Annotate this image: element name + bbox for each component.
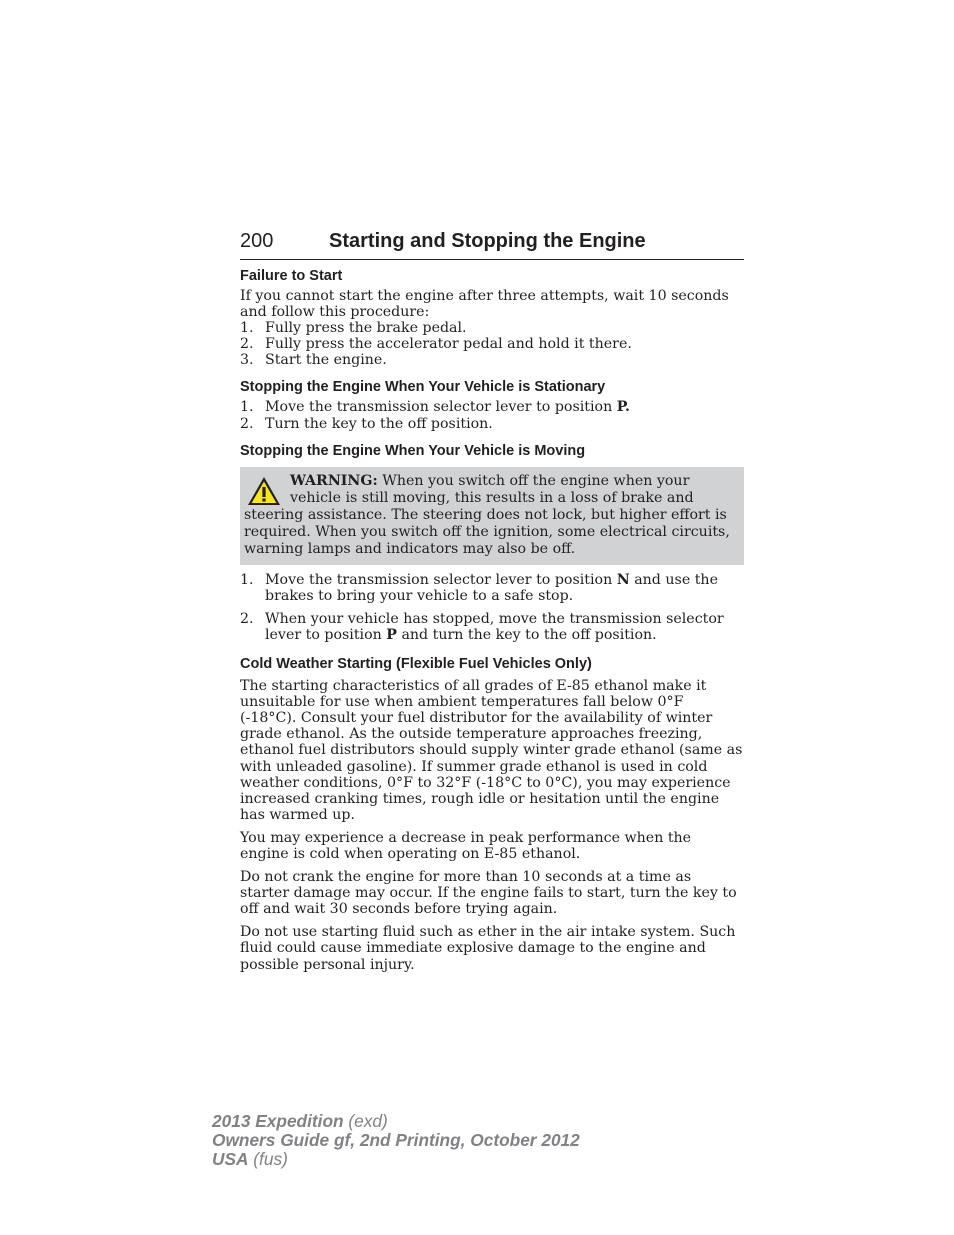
footer-line-2: Owners Guide gf, 2nd Printing, October 2012 <box>212 1130 580 1150</box>
list-item: 2. Fully press the accelerator pedal and hold it there. <box>240 336 632 353</box>
warning-label: WARNING: <box>290 472 378 489</box>
list-item: 1. Move the transmission selector lever to position N and use the brakes to bring your vehicle to a safe stop. <box>240 571 718 604</box>
warning-text: When you switch off the engine when your vehicle is still moving, this results in a loss of brake and steering assistance. The steering does not lock, but higher effort is required. When you switch off the ignition, some electrical circuits, warning lamps and indicators may also be off. <box>244 472 730 558</box>
page-number: 200 <box>240 230 274 252</box>
footer-line-3: USA (fus) <box>212 1149 288 1169</box>
footer-line-1: 2013 Expedition (exd) <box>212 1111 388 1131</box>
list-item: 3. Start the engine. <box>240 352 387 369</box>
page-header <box>240 229 744 260</box>
cold-paragraph-4: Do not use starting fluid such as ether in the air intake system. Such fluid could cause immediate explosive damage to the engine and possible personal injury. <box>240 924 736 973</box>
cold-paragraph-1: The starting characteristics of all grades of E-85 ethanol make it unsuitable for use when ambient temperatures fall below 0°F (-18°C). Consult your fuel distributor for the availability of winter grade ethanol. As the outside temperature approaches freezing, ethanol fuel distributors should supply winter grade ethanol (same as with unleaded gasoline). If summer grade ethanol is used in cold weather conditions, 0°F to 32°F (-18°C to 0°C), you may experience increased cranking times, rough idle or hesitation until the engine has warmed up. <box>240 678 743 823</box>
cold-paragraph-3: Do not crank the engine for more than 10 seconds at a time as starter damage may occur. If the engine fails to start, turn the key to off and wait 30 seconds before trying again. <box>240 869 737 918</box>
failure-intro: If you cannot start the engine after three attempts, wait 10 seconds and follow this procedure: <box>240 288 729 321</box>
cold-paragraph-2: You may experience a decrease in peak performance when the engine is cold when operating on E-85 ethanol. <box>240 829 692 862</box>
warning-triangle-icon <box>246 475 282 507</box>
page-footer <box>212 1112 580 1169</box>
section-title-failure: Failure to Start <box>240 268 343 284</box>
page-content <box>240 266 744 973</box>
list-item: 1. Fully press the brake pedal. <box>240 320 467 337</box>
section-title-moving: Stopping the Engine When Your Vehicle is Moving <box>240 442 586 459</box>
list-item: 2. When your vehicle has stopped, move the transmission selector lever to position P and turn the key to the off position. <box>240 610 724 643</box>
section-title-cold: Cold Weather Starting (Flexible Fuel Vehicles Only) <box>240 656 592 673</box>
page-title: Starting and Stopping the Engine <box>329 230 646 252</box>
list-item: 2. Turn the key to the off position. <box>240 415 493 432</box>
section-title-stationary: Stopping the Engine When Your Vehicle is Stationary <box>240 379 606 396</box>
list-item: 1. Move the transmission selector lever to position P. <box>240 399 630 416</box>
warning-box <box>240 467 744 565</box>
